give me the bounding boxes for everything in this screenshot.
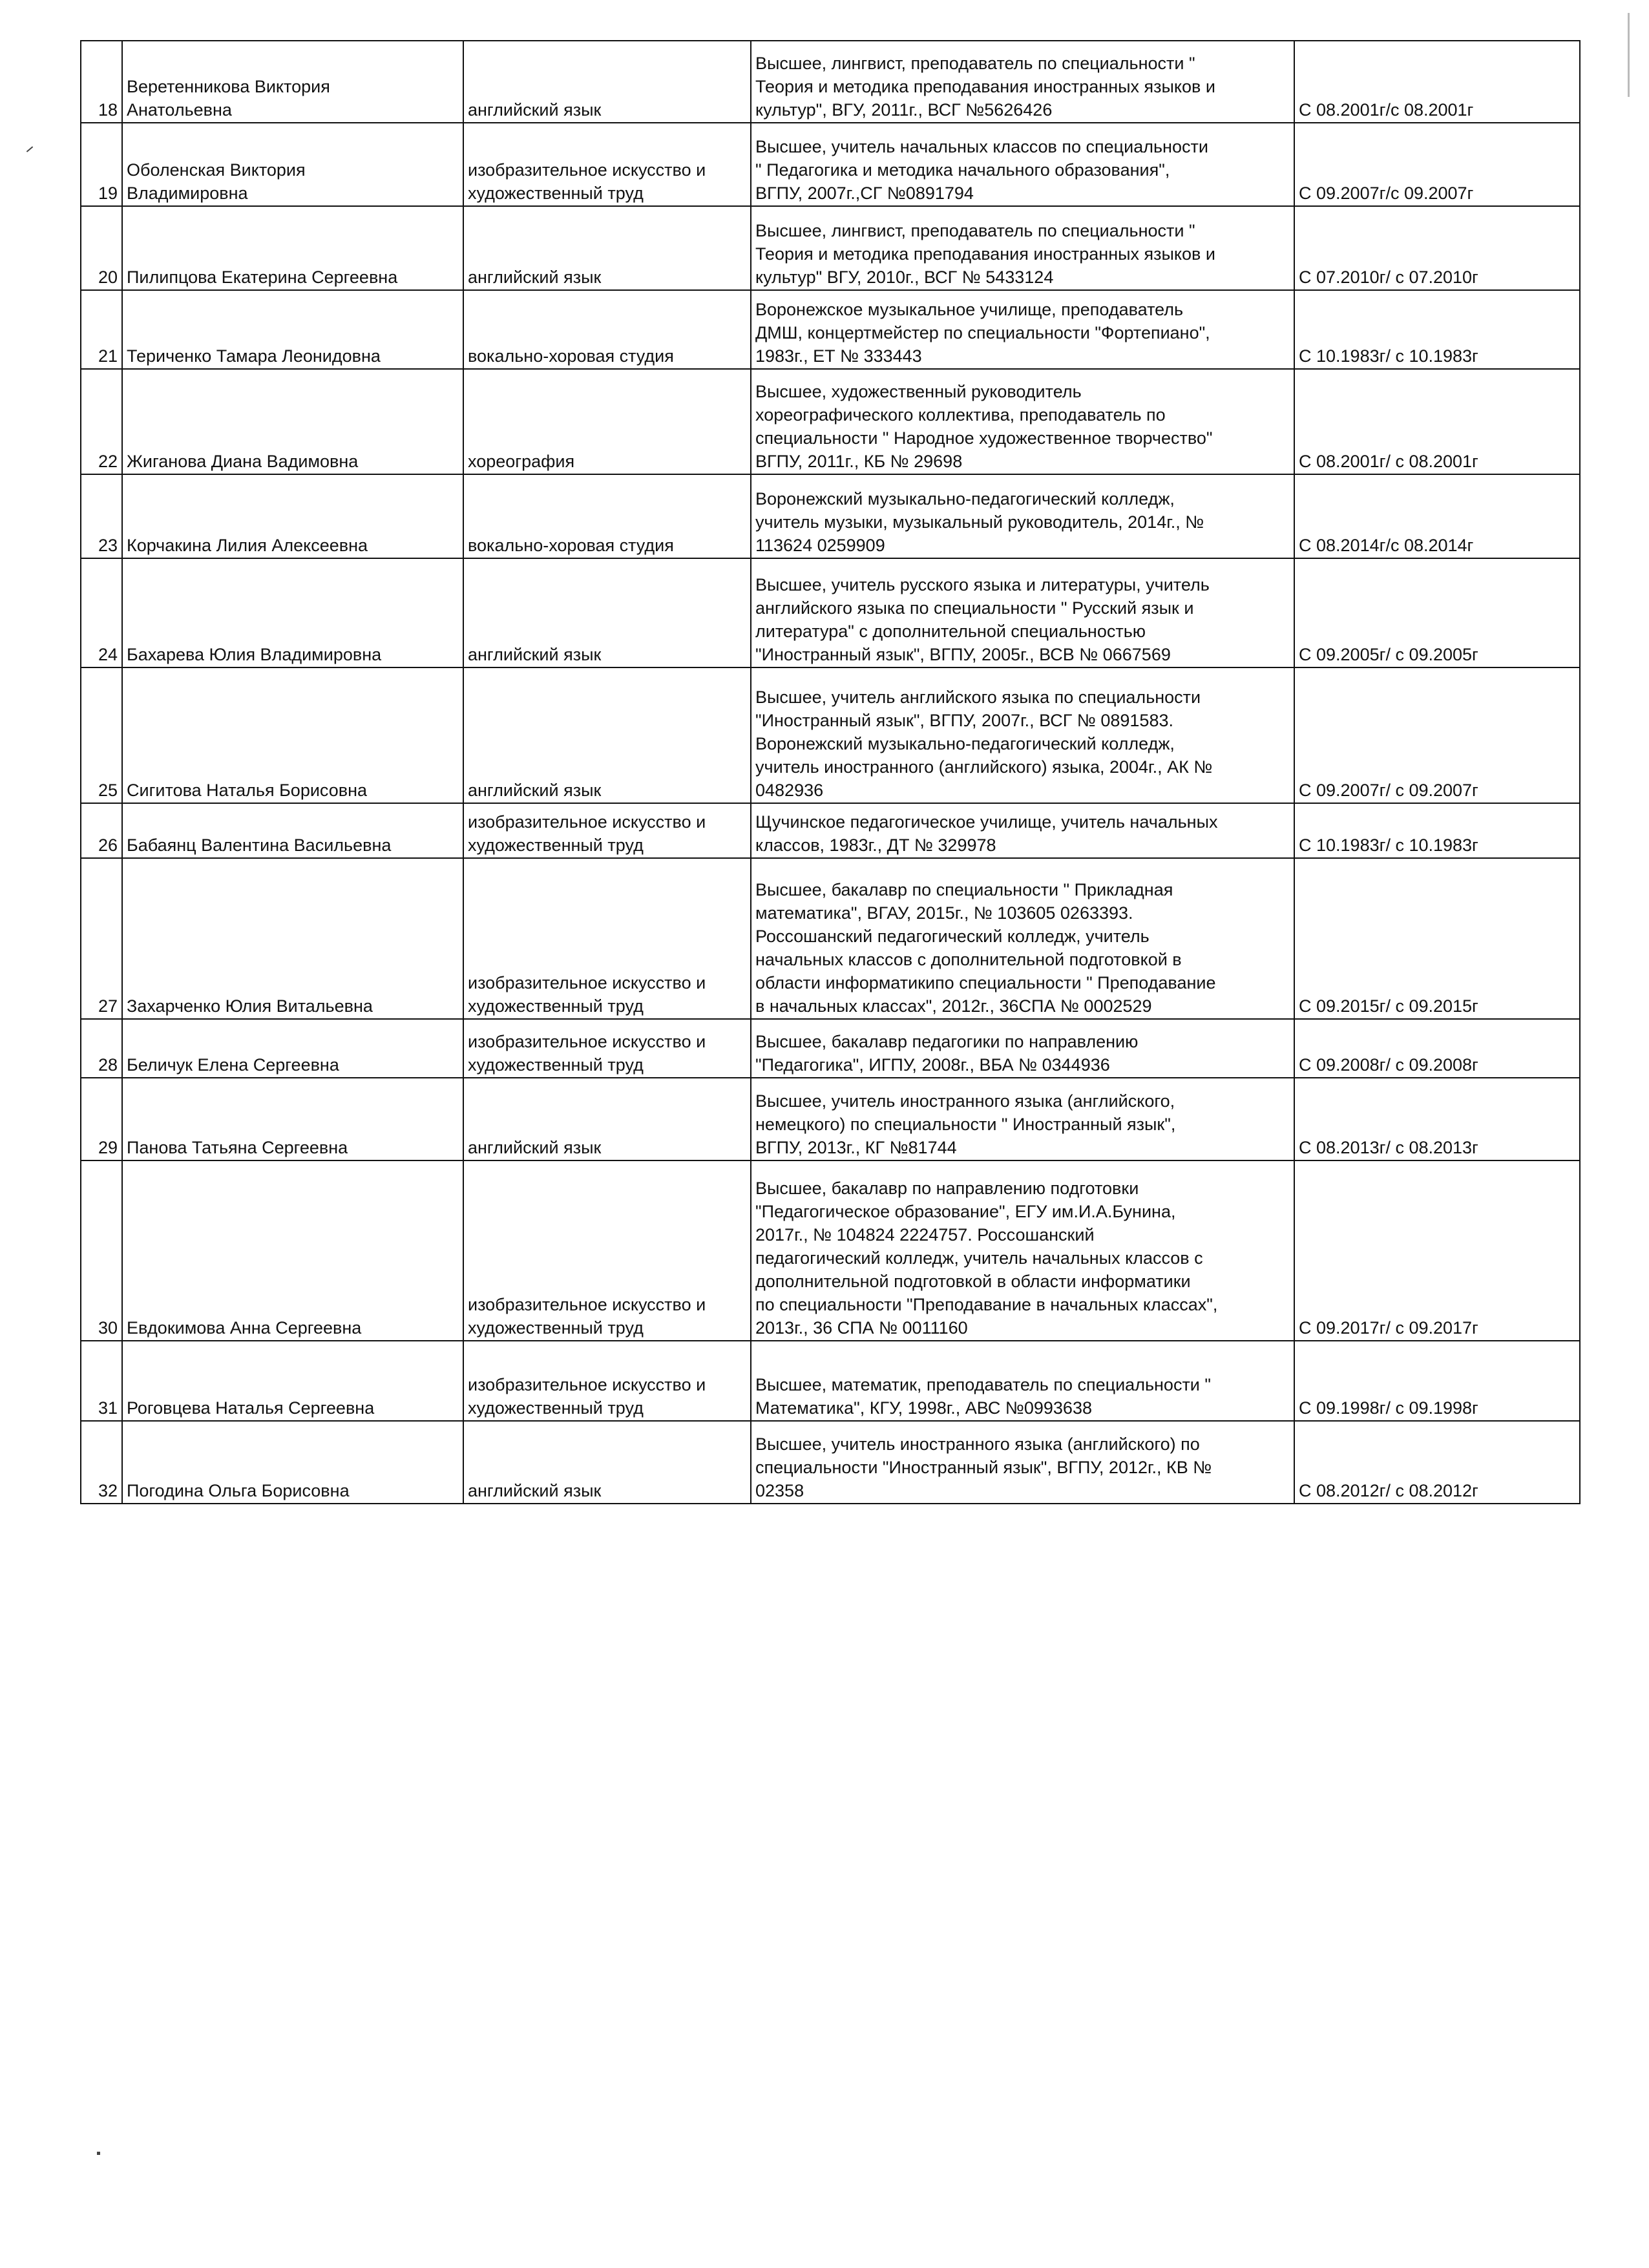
subject-cell: английский язык [463, 667, 751, 803]
row-number: 24 [81, 558, 122, 667]
start-date-cell: С 08.2014г/с 08.2014г [1294, 474, 1580, 558]
start-date-cell: С 09.1998г/ с 09.1998г [1294, 1341, 1580, 1421]
teacher-name: Бабаянц Валентина Васильевна [122, 803, 463, 858]
subject-cell: английский язык [463, 1078, 751, 1160]
table-row [81, 369, 1580, 474]
start-date-cell: С 07.2010г/ с 07.2010г [1294, 206, 1580, 290]
teacher-name: Погодина Ольга Борисовна [122, 1421, 463, 1504]
subject-cell: хореография [463, 369, 751, 474]
subject-cell: изобразительное искусство и художественный труд [463, 803, 751, 858]
scan-edge-line [1628, 13, 1630, 97]
start-date-cell: С 09.2008г/ с 09.2008г [1294, 1019, 1580, 1078]
teacher-name: Евдокимова Анна Сергеевна [122, 1160, 463, 1341]
teacher-name: Оболенская Виктория Владимировна [122, 123, 463, 206]
start-date-cell: С 09.2005г/ с 09.2005г [1294, 558, 1580, 667]
table-row [81, 667, 1580, 803]
table-row [81, 858, 1580, 1019]
staff-table-body [81, 41, 1580, 1504]
education-cell: Высшее, учитель иностранного языка (английского) по специальности "Иностранный язык", ВГПУ, 2012г., КВ № 02358 [751, 1421, 1294, 1504]
row-number: 21 [81, 290, 122, 369]
education-cell: Воронежское музыкальное училище, преподаватель ДМШ, концертмейстер по специальности "Фортепиано", 1983г., ЕТ № 333443 [751, 290, 1294, 369]
table-row [81, 558, 1580, 667]
education-cell: Высшее, лингвист, преподаватель по специальности " Теория и методика преподавания иностранных языков и культур" ВГУ, 2010г., ВСГ № 5433124 [751, 206, 1294, 290]
education-cell: Воронежский музыкально-педагогический колледж, учитель музыки, музыкальный руководитель, 2014г., № 113624 0259909 [751, 474, 1294, 558]
start-date-cell: С 09.2017г/ с 09.2017г [1294, 1160, 1580, 1341]
row-number: 31 [81, 1341, 122, 1421]
subject-cell: вокально-хоровая студия [463, 290, 751, 369]
start-date-cell: С 09.2007г/ с 09.2007г [1294, 667, 1580, 803]
education-cell: Высшее, бакалавр по направлению подготовки "Педагогическое образование", ЕГУ им.И.А.Бунина, 2017г., № 104824 2224757. Россошанский педагогический колледж, учитель начальных классов с дополнительной подготовкой в области информатики по специальности "Преподавание в начальных классах", 2013г., 36 СПА № 0011160 [751, 1160, 1294, 1341]
row-number: 29 [81, 1078, 122, 1160]
row-number: 23 [81, 474, 122, 558]
table-row [81, 1019, 1580, 1078]
subject-cell: английский язык [463, 558, 751, 667]
subject-cell: вокально-хоровая студия [463, 474, 751, 558]
row-number: 32 [81, 1421, 122, 1504]
row-number: 26 [81, 803, 122, 858]
scan-speck [97, 2152, 100, 2155]
teacher-name: Бахарева Юлия Владимировна [122, 558, 463, 667]
start-date-cell: С 10.1983г/ с 10.1983г [1294, 803, 1580, 858]
start-date-cell: С 09.2007г/с 09.2007г [1294, 123, 1580, 206]
staff-table [80, 40, 1581, 1504]
teacher-name: Жиганова Диана Вадимовна [122, 369, 463, 474]
row-number: 19 [81, 123, 122, 206]
start-date-cell: С 08.2012г/ с 08.2012г [1294, 1421, 1580, 1504]
start-date-cell: С 08.2013г/ с 08.2013г [1294, 1078, 1580, 1160]
row-number: 30 [81, 1160, 122, 1341]
table-row [81, 1421, 1580, 1504]
education-cell: Высшее, учитель иностранного языка (английского, немецкого) по специальности " Иностранный язык", ВГПУ, 2013г., КГ №81744 [751, 1078, 1294, 1160]
teacher-name: Беличук Елена Сергеевна [122, 1019, 463, 1078]
row-number: 18 [81, 41, 122, 123]
table-row [81, 41, 1580, 123]
start-date-cell: С 09.2015г/ с 09.2015г [1294, 858, 1580, 1019]
start-date-cell: С 10.1983г/ с 10.1983г [1294, 290, 1580, 369]
education-cell: Высшее, учитель английского языка по специальности "Иностранный язык", ВГПУ, 2007г., ВСГ № 0891583. Воронежский музыкально-педагогический колледж, учитель иностранного (английского) языка, 2004г., АК № 0482936 [751, 667, 1294, 803]
table-row [81, 1160, 1580, 1341]
teacher-name: Териченко Тамара Леонидовна [122, 290, 463, 369]
education-cell: Высшее, бакалавр по специальности " Прикладная математика", ВГАУ, 2015г., № 103605 0263393. Россошанский педагогический колледж, учитель начальных классов с дополнительной подготовкой в области информатикипо специальности " Преподавание в начальных классах", 2012г., 36СПА № 0002529 [751, 858, 1294, 1019]
subject-cell: английский язык [463, 1421, 751, 1504]
subject-cell: английский язык [463, 206, 751, 290]
subject-cell: изобразительное искусство и художественный труд [463, 1160, 751, 1341]
row-number: 27 [81, 858, 122, 1019]
teacher-name: Сигитова Наталья Борисовна [122, 667, 463, 803]
row-number: 20 [81, 206, 122, 290]
row-number: 22 [81, 369, 122, 474]
start-date-cell: С 08.2001г/с 08.2001г [1294, 41, 1580, 123]
education-cell: Высшее, бакалавр педагогики по направлению "Педагогика", ИГПУ, 2008г., ВБА № 0344936 [751, 1019, 1294, 1078]
teacher-name: Корчакина Лилия Алексеевна [122, 474, 463, 558]
subject-cell: изобразительное искусство и художественный труд [463, 1341, 751, 1421]
teacher-name: Веретенникова Виктория Анатольевна [122, 41, 463, 123]
education-cell: Высшее, учитель русского языка и литературы, учитель английского языка по специальности " Русский язык и литература" с дополнительной специальностью "Иностранный язык", ВГПУ, 2005г., ВСВ № 0667569 [751, 558, 1294, 667]
subject-cell: изобразительное искусство и художественный труд [463, 1019, 751, 1078]
subject-cell: изобразительное искусство и художественный труд [463, 858, 751, 1019]
table-row [81, 123, 1580, 206]
teacher-name: Панова Татьяна Сергеевна [122, 1078, 463, 1160]
education-cell: Высшее, учитель начальных классов по специальности " Педагогика и методика начального образования", ВГПУ, 2007г.,СГ №0891794 [751, 123, 1294, 206]
table-row [81, 474, 1580, 558]
subject-cell: английский язык [463, 41, 751, 123]
education-cell: Высшее, лингвист, преподаватель по специальности " Теория и методика преподавания иностранных языков и культур", ВГУ, 2011г., ВСГ №5626426 [751, 41, 1294, 123]
row-number: 25 [81, 667, 122, 803]
start-date-cell: С 08.2001г/ с 08.2001г [1294, 369, 1580, 474]
scan-speck [26, 146, 33, 152]
subject-cell: изобразительное искусство и художественный труд [463, 123, 751, 206]
teacher-name: Роговцева Наталья Сергеевна [122, 1341, 463, 1421]
table-row [81, 290, 1580, 369]
education-cell: Высшее, художественный руководитель хореографического коллектива, преподаватель по специальности " Народное художественное творчество" ВГПУ, 2011г., КБ № 29698 [751, 369, 1294, 474]
row-number: 28 [81, 1019, 122, 1078]
education-cell: Щучинское педагогическое училище, учитель начальных классов, 1983г., ДТ № 329978 [751, 803, 1294, 858]
table-row [81, 803, 1580, 858]
teacher-name: Пилипцова Екатерина Сергеевна [122, 206, 463, 290]
teacher-name: Захарченко Юлия Витальевна [122, 858, 463, 1019]
education-cell: Высшее, математик, преподаватель по специальности " Математика", КГУ, 1998г., АВС №0993638 [751, 1341, 1294, 1421]
table-row [81, 1078, 1580, 1160]
table-row [81, 206, 1580, 290]
table-row [81, 1341, 1580, 1421]
